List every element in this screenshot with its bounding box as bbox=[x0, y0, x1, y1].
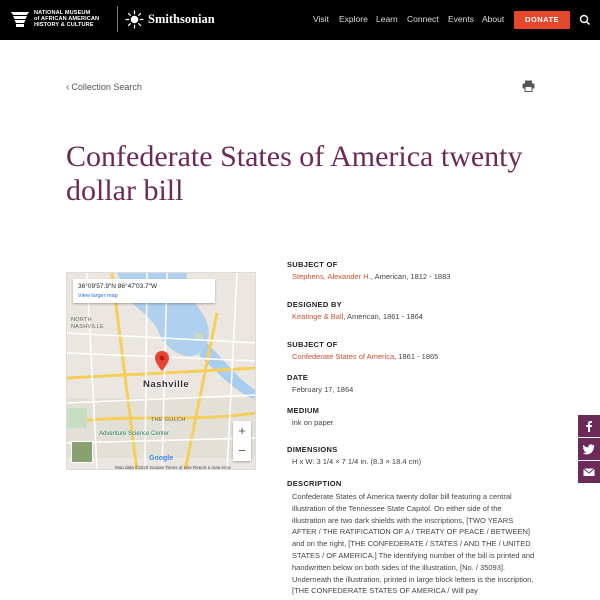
nav-events[interactable]: Events bbox=[448, 14, 474, 24]
chevron-left-icon: ‹ bbox=[66, 82, 70, 93]
map-city-label: Nashville bbox=[143, 379, 190, 390]
map-label-nashville: NASHVILLE bbox=[71, 324, 104, 330]
field-designed-by bbox=[287, 300, 537, 321]
field-subject-of-2 bbox=[287, 340, 537, 361]
facebook-share-button[interactable] bbox=[578, 415, 600, 437]
field-value bbox=[287, 352, 537, 361]
field-description bbox=[287, 479, 537, 597]
field-link[interactable]: Confederate States of America bbox=[292, 352, 395, 361]
field-link[interactable]: Stephens, Alexander H. bbox=[292, 272, 371, 281]
field-label: DATE bbox=[287, 373, 309, 382]
field-dimensions bbox=[287, 445, 537, 466]
email-icon bbox=[583, 466, 595, 478]
field-label: MEDIUM bbox=[287, 406, 320, 415]
header-divider bbox=[117, 6, 118, 32]
nav-about[interactable]: About bbox=[482, 14, 505, 24]
satellite-thumbnail[interactable] bbox=[71, 441, 93, 463]
field-value: ink on paper bbox=[292, 418, 334, 427]
nav-learn[interactable]: Learn bbox=[376, 14, 398, 24]
twitter-share-button[interactable] bbox=[578, 438, 600, 460]
map-place-label: Adventure Science Center bbox=[99, 431, 170, 437]
map-label-gulch: THE GULCH bbox=[151, 417, 186, 423]
field-medium bbox=[287, 406, 537, 427]
nav-visit[interactable]: Visit bbox=[313, 14, 329, 24]
museum-name: NATIONAL MUSEUM of AFRICAN AMERICAN HISTORY & CULTURE bbox=[34, 10, 100, 29]
breadcrumb-link[interactable]: Collection Search bbox=[71, 82, 142, 92]
page-title: Confederate States of America twenty dollar bill bbox=[66, 140, 523, 207]
field-value-rest: , 1861 - 1865 bbox=[394, 352, 439, 361]
field-date bbox=[287, 373, 537, 394]
twitter-icon bbox=[583, 443, 595, 455]
field-value-rest: , American, 1812 - 1883 bbox=[370, 272, 451, 281]
view-larger-map-link[interactable]: View larger map bbox=[78, 293, 118, 299]
field-value bbox=[287, 272, 537, 281]
field-subject-of-1 bbox=[287, 260, 537, 281]
print-icon[interactable] bbox=[522, 80, 535, 92]
facebook-icon bbox=[583, 420, 595, 432]
zoom-out-button[interactable]: − bbox=[238, 443, 246, 458]
field-value: February 17, 1864 bbox=[292, 385, 354, 394]
field-label: DIMENSIONS bbox=[287, 445, 338, 454]
field-value: H x W: 3 1/4 × 7 1/4 in. (8.3 × 18.4 cm) bbox=[292, 457, 422, 466]
nmaahc-logo[interactable] bbox=[10, 9, 105, 31]
location-map[interactable] bbox=[66, 272, 256, 470]
field-value-rest: , American, 1861 - 1864 bbox=[343, 312, 423, 321]
nav-connect[interactable]: Connect bbox=[407, 14, 439, 24]
social-share-bar bbox=[578, 415, 600, 484]
donate-button[interactable]: DONATE bbox=[514, 11, 570, 29]
field-label: DESIGNED BY bbox=[287, 300, 342, 309]
breadcrumb[interactable] bbox=[66, 82, 142, 93]
field-label: SUBJECT OF bbox=[287, 260, 338, 269]
zoom-in-button[interactable]: + bbox=[238, 423, 246, 438]
google-logo: Google bbox=[149, 455, 174, 462]
field-label: DESCRIPTION bbox=[287, 479, 342, 488]
map-pin-icon[interactable] bbox=[155, 351, 169, 371]
map-label-north: NORTH bbox=[71, 317, 92, 323]
map-info-card bbox=[73, 279, 215, 303]
map-footer[interactable]: Map data ©2020 Google Terms of Use Report a map error bbox=[115, 465, 232, 470]
smithsonian-wordmark: Smithsonian bbox=[148, 12, 215, 26]
map-coordinates: 36°09'57.9"N 86°47'03.7"W bbox=[78, 283, 158, 290]
zoom-controls bbox=[233, 421, 251, 461]
site-header bbox=[0, 0, 600, 40]
nav-explore[interactable]: Explore bbox=[339, 14, 368, 24]
sun-icon bbox=[125, 10, 144, 29]
field-label: SUBJECT OF bbox=[287, 340, 338, 349]
search-icon[interactable] bbox=[578, 13, 592, 27]
description-text: Confederate States of America twenty dollar bill featuring a central illustration of the Tennessee State Capitol. On either side of the illustration are two dark shields with the inscriptions, [TWO YEARS AFTER / THE RATIFICATION OF A / TREATY OF PEACE / BETWEEN] and on the right, [THE CONFEDERATE / STATES / AND THE / UNITED STATES / OF AMERICA.] The identifying number of the bill is printed and handwritten below on both sides of the illustration, [No. / 35093]. Underneath the illustration, printed in large block letters is the inscription, [THE CONFEDERATE STATES OF AMERICA / Will pay bbox=[292, 492, 535, 596]
field-link[interactable]: Keatinge & Ball bbox=[292, 312, 344, 321]
museum-building-icon bbox=[10, 10, 30, 28]
field-value bbox=[287, 312, 537, 321]
email-share-button[interactable] bbox=[578, 461, 600, 483]
